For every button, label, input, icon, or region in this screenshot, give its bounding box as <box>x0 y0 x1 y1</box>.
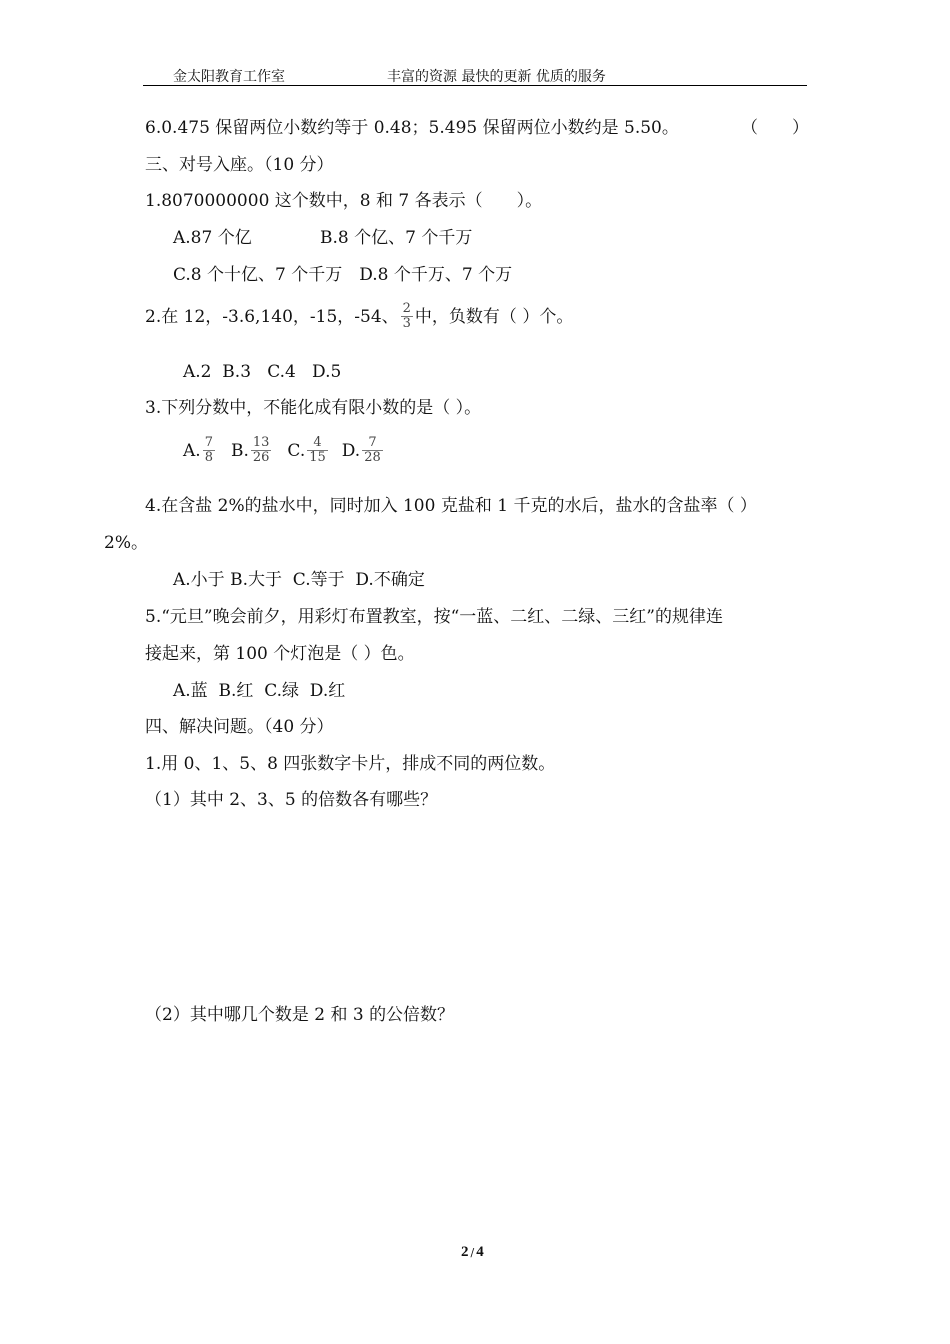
choice-q1-options-cd: C.8 个十亿、7 个千万 D.8 个千万、7 个万 <box>173 265 513 285</box>
choice-q3-option-c-label: C. <box>287 440 306 461</box>
total-pages: 4 <box>476 1244 484 1260</box>
header-right-text: 丰富的资源 最快的更新 优质的服务 <box>387 69 606 85</box>
problem-1-part-1: （1）其中 2、3、5 的倍数各有哪些？ <box>145 790 438 810</box>
choice-q3-options <box>183 436 385 465</box>
problem-1-part-2: （2）其中哪几个数是 2 和 3 的公倍数？ <box>145 1005 455 1025</box>
header-left-text: 金太阳教育工作室 <box>173 69 285 85</box>
current-page: 2 <box>461 1244 469 1260</box>
fraction-numerator: 2 <box>402 301 411 316</box>
choice-q1-option-b: B.8 个亿、7 个千万 <box>320 228 473 248</box>
choice-q3-option-d-label: D. <box>341 440 361 461</box>
choice-q5-text-line2: 接起来，第 100 个灯泡是（ ）色。 <box>145 644 415 664</box>
question-6-answer-blank: （ ） <box>741 118 809 138</box>
fraction-numerator: 7 <box>204 435 213 450</box>
choice-q3-option-b-label: B. <box>230 440 249 461</box>
section-4-heading: 四、解决问题。（40 分） <box>145 717 334 737</box>
choice-q2-line <box>145 302 573 331</box>
section-3-heading: 三、对号入座。（10 分） <box>145 155 334 175</box>
fraction-option-b <box>251 436 272 465</box>
fraction-denominator: 26 <box>252 450 270 465</box>
choice-q5-options: A.蓝 B.红 C.绿 D.红 <box>173 681 346 701</box>
choice-q5-text-line1: 5.“元旦”晚会前夕，用彩灯布置教室，按“一蓝、二红、二绿、三红”的规律连 <box>145 607 723 627</box>
choice-q2-options: A.2 B.3 C.4 D.5 <box>183 362 342 382</box>
choice-q4-options: A.小于 B.大于 C.等于 D.不确定 <box>173 570 425 590</box>
fraction-numerator: 7 <box>368 435 377 450</box>
header-rule <box>143 85 807 86</box>
choice-q1-option-a: A.87 个亿 <box>173 228 252 248</box>
fraction-option-a <box>203 436 215 465</box>
choice-q2-text-pre: 2.在 12，-3.6,140，-15，-54、 <box>145 306 399 327</box>
fraction-numerator: 13 <box>252 435 270 450</box>
fraction-two-thirds <box>401 302 413 331</box>
fraction-denominator: 3 <box>402 316 411 331</box>
page-number <box>461 1244 484 1261</box>
choice-q2-text-post: 中，负数有（ ）个。 <box>414 306 574 327</box>
fraction-option-d <box>362 436 383 465</box>
page-separator: / <box>470 1246 475 1259</box>
fraction-numerator: 4 <box>313 435 322 450</box>
question-6-text: 6.0.475 保留两位小数约等于 0.48；5.495 保留两位小数约是 5.50。 <box>145 118 679 138</box>
choice-q3-option-a-label: A. <box>183 440 201 461</box>
fraction-denominator: 8 <box>204 450 213 465</box>
choice-q4-text-line1: 4.在含盐 2%的盐水中，同时加入 100 克盐和 1 千克的水后，盐水的含盐率（ ） <box>145 496 757 516</box>
choice-q4-text-line2: 2%。 <box>104 533 148 553</box>
problem-1-text: 1.用 0、1、5、8 四张数字卡片，排成不同的两位数。 <box>145 754 556 774</box>
choice-q3-text: 3.下列分数中，不能化成有限小数的是（ ）。 <box>145 398 482 418</box>
fraction-denominator: 28 <box>364 450 381 465</box>
choice-q1-text: 1.8070000000 这个数中，8 和 7 各表示（ ）。 <box>145 191 543 211</box>
fraction-option-c <box>307 436 328 465</box>
fraction-denominator: 15 <box>309 450 326 465</box>
